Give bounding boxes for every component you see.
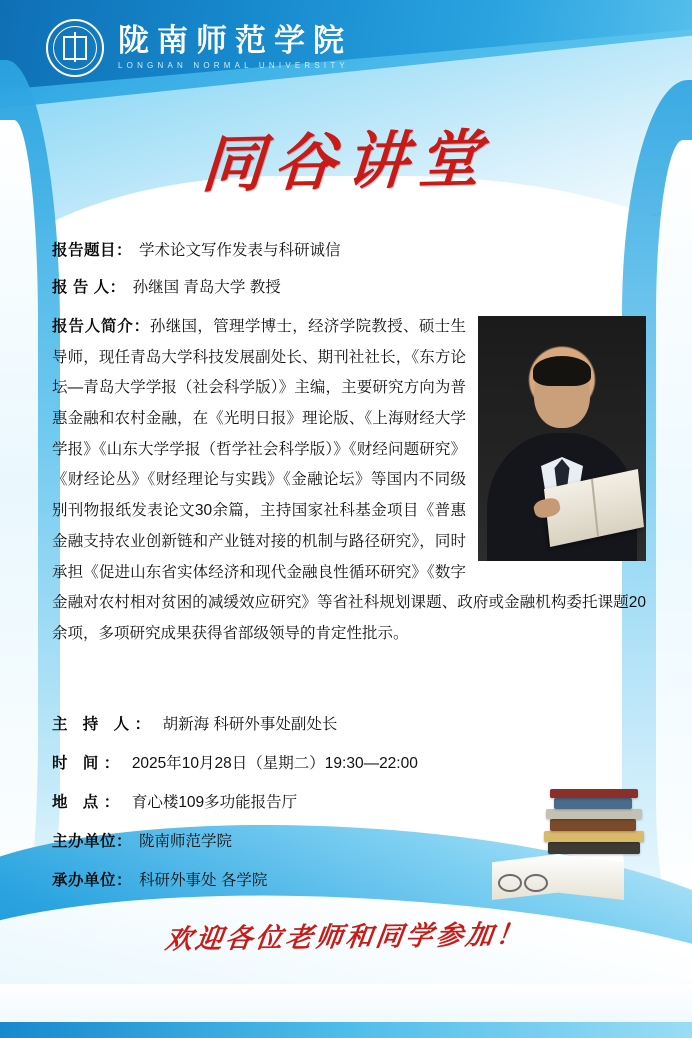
university-name-block	[118, 23, 352, 70]
detail-row-organizer	[52, 829, 646, 851]
portrait-hair	[533, 356, 591, 386]
background-left-stripe-2	[0, 120, 38, 940]
university-name-cn: 陇南师范学院	[118, 23, 352, 59]
topic-value: 学术论文写作发表与科研诚信	[139, 242, 341, 259]
detail-label-time: 时 间：	[52, 755, 125, 772]
lecture-details	[52, 712, 646, 907]
detail-row-time	[52, 751, 646, 773]
background-bottom-strip	[0, 1022, 692, 1038]
brand-title-text: 同谷讲堂	[199, 121, 493, 202]
detail-label-organizer: 主办单位：	[52, 833, 133, 850]
detail-value-co-organizer: 科研外事处 各学院	[139, 872, 268, 889]
detail-label-location: 地 点：	[52, 794, 125, 811]
speaker-label: 报 告 人：	[52, 279, 126, 296]
detail-value-host: 胡新海 科研外事处副处长	[162, 716, 338, 733]
topic-label: 报告题目：	[52, 242, 133, 259]
bio-text: 孙继国，管理学博士，经济学院教授、硕士生导师，现任青岛大学科技发展副处长、期刊社社长，《东方论坛—青岛大学学报（社会科学版）》主编，主要研究方向为普惠金融和农村金融，在《光明日报》理论版、《上海财经大学学报》《山东大学学报（哲学社会科学版）》《财经问题研究》《财经论丛》《财经理论与实践》《金融论坛》等国内不同级别刊物报纸发表论文30余篇，主持国家社科基金项目《普惠金融支持农业创新链和产业链对接的机制与路径研究》，同时承担《促进山东省实体经济和现代金融良性循环研究》《数字金融对农村相对贫困的减缓效应研究》等省社科规划课题、政府或金融机构委托课题20余项，多项研究成果获得省部级领导的肯定性批示。	[52, 318, 646, 642]
topic-row	[52, 238, 646, 260]
university-emblem-icon	[46, 19, 104, 77]
poster-header	[0, 0, 692, 96]
detail-value-time: 2025年10月28日（星期二）19:30—22:00	[131, 755, 418, 772]
bio-label: 报告人简介：	[52, 318, 150, 335]
detail-label-host: 主 持 人：	[52, 716, 156, 733]
detail-label-co-organizer: 承办单位：	[52, 872, 133, 889]
detail-value-location: 育心楼109多功能报告厅	[131, 794, 298, 811]
lecture-info	[52, 238, 646, 650]
welcome-text: 欢迎各位老师和同学参加！	[163, 919, 528, 956]
university-name-en: LONGNAN NORMAL UNIVERSITY	[118, 61, 349, 70]
welcome-banner	[0, 915, 692, 954]
detail-row-host	[52, 712, 646, 734]
emblem-inner-shape	[63, 36, 87, 60]
speaker-portrait	[478, 316, 646, 561]
detail-row-location	[52, 790, 646, 812]
detail-row-co-organizer	[52, 868, 646, 890]
speaker-row	[52, 275, 646, 297]
speaker-value: 孙继国 青岛大学 教授	[132, 279, 281, 296]
university-logo	[46, 19, 352, 77]
speaker-bio-block	[52, 312, 646, 650]
detail-value-organizer: 陇南师范学院	[139, 833, 233, 850]
brand-title	[0, 121, 692, 202]
